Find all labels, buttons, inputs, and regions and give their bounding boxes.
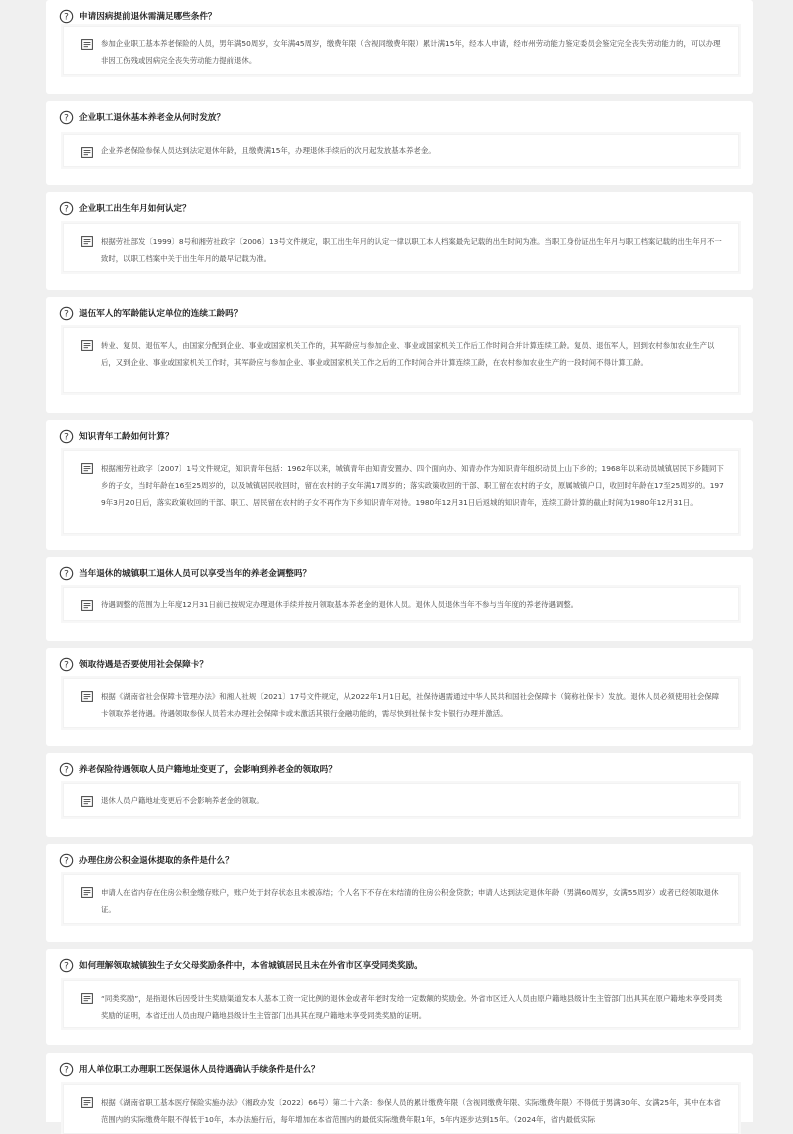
faq-answer: 申请人在省内存在住房公积金缴存账户，账户处于封存状态且未被冻结；个人名下不存在未结清的住房公积金贷款；申请人达到法定退休年龄（男满60周岁，女满55周岁）或者已经领取退休证。 bbox=[101, 888, 719, 914]
faq-question: 企业职工出生年月如何认定？ bbox=[79, 204, 191, 214]
answer-note-icon bbox=[81, 340, 93, 351]
faq-question-row bbox=[59, 426, 743, 446]
svg-text:?: ? bbox=[64, 569, 69, 580]
faq-answer: “同类奖励”，是指退休后因受计生奖励渠道发本人基本工资一定比例的退休金或者年老时发给一定数额的奖励金。外省市区迁入人员由原户籍地县级计生主管部门出具其在原户籍地未享受同类奖励的证明，本省迁出人员由现户籍地县级计生主管部门出具其在现户籍地未享受同类奖励的证明。 bbox=[101, 994, 723, 1020]
question-circle-icon bbox=[59, 762, 74, 777]
faq-question: 企业职工退休基本养老金从何时发放？ bbox=[79, 113, 226, 123]
faq-question: 申请因病提前退休需满足哪些条件？ bbox=[79, 12, 217, 22]
faq-question-row bbox=[59, 850, 743, 870]
faq-answer: 退休人员户籍地址变更后不会影响养老金的领取。 bbox=[101, 796, 264, 805]
faq-question-row bbox=[59, 654, 743, 674]
answer-note-icon bbox=[81, 600, 93, 611]
faq-question: 领取待遇是否要使用社会保障卡？ bbox=[79, 660, 208, 670]
answer-note-icon bbox=[81, 691, 93, 702]
faq-question-row bbox=[59, 759, 743, 779]
faq-question: 当年退休的城镇职工退休人员可以享受当年的养老金调整吗？ bbox=[79, 569, 312, 579]
faq-question: 如何理解领取城镇独生子女父母奖励条件中，本省城镇居民且未在外省市区享受同类奖励。 bbox=[79, 961, 423, 971]
faq-answer-box bbox=[63, 134, 739, 167]
faq-card bbox=[46, 0, 753, 94]
faq-answer-box bbox=[63, 223, 739, 272]
answer-note-icon bbox=[81, 1097, 93, 1108]
faq-card bbox=[46, 297, 753, 413]
svg-text:?: ? bbox=[64, 1065, 69, 1076]
answer-note-icon bbox=[81, 993, 93, 1004]
faq-answer-box bbox=[63, 450, 739, 534]
faq-question-row bbox=[59, 1059, 743, 1079]
faq-question-row bbox=[59, 955, 743, 975]
faq-answer-box bbox=[63, 327, 739, 393]
svg-text:?: ? bbox=[64, 765, 69, 776]
svg-text:?: ? bbox=[64, 432, 69, 443]
question-circle-icon bbox=[59, 9, 74, 24]
faq-answer-box bbox=[63, 26, 739, 75]
faq-card bbox=[46, 101, 753, 185]
faq-question-row bbox=[59, 107, 743, 127]
faq-question: 退伍军人的军龄能认定单位的连续工龄吗？ bbox=[79, 309, 243, 319]
question-circle-icon bbox=[59, 306, 74, 321]
faq-question: 用人单位职工办理职工医保退休人员待遇确认手续条件是什么？ bbox=[79, 1065, 320, 1075]
faq-question-row bbox=[59, 563, 743, 583]
faq-answer: 根据《湖南省职工基本医疗保险实施办法》（湘政办发〔2022〕66号）第二十六条：参保人员的累计缴费年限（含视同缴费年限、实际缴费年限）不得低于男满30年、女满25年，其中在本省范围内的实际缴费年限不得低于10年，本办法施行后，每年增加在本省范围内的最低实际缴费年限1年，5年内逐步达到15年。（2024年，省内最低实际 bbox=[101, 1098, 721, 1124]
answer-note-icon bbox=[81, 236, 93, 247]
answer-note-icon bbox=[81, 887, 93, 898]
svg-text:?: ? bbox=[64, 961, 69, 972]
faq-card bbox=[46, 753, 753, 837]
answer-note-icon bbox=[81, 463, 93, 474]
question-circle-icon bbox=[59, 853, 74, 868]
faq-question-row bbox=[59, 6, 743, 26]
question-circle-icon bbox=[59, 1062, 74, 1077]
faq-answer: 转业、复员、退伍军人，由国家分配到企业、事业或国家机关工作的，其军龄应与参加企业、事业或国家机关工作后工作时间合并计算连续工龄。复员、退伍军人，回到农村参加农业生产以后，又到企业、事业或国家机关工作时，其军龄应与参加企业、事业或国家机关工作之后的工作时间合并计算连续工龄，在农村参加农业生产的一段时间不得计算工龄。 bbox=[101, 341, 715, 367]
faq-question: 办理住房公积金退休提取的条件是什么？ bbox=[79, 856, 234, 866]
question-circle-icon bbox=[59, 657, 74, 672]
svg-text:?: ? bbox=[64, 660, 69, 671]
faq-question: 知识青年工龄如何计算？ bbox=[79, 432, 174, 442]
svg-text:?: ? bbox=[64, 309, 69, 320]
question-circle-icon bbox=[59, 201, 74, 216]
faq-answer: 参加企业职工基本养老保险的人员，男年满50周岁，女年满45周岁，缴费年限（含视同缴费年限）累计满15年，经本人申请，经市州劳动能力鉴定委员会鉴定完全丧失劳动能力的，可以办理非因工伤残或因病完全丧失劳动能力提前退休。 bbox=[101, 39, 721, 65]
svg-text:?: ? bbox=[64, 12, 69, 23]
question-circle-icon bbox=[59, 429, 74, 444]
answer-note-icon bbox=[81, 796, 93, 807]
faq-card bbox=[46, 1053, 753, 1122]
faq-question-row bbox=[59, 198, 743, 218]
faq-card bbox=[46, 844, 753, 942]
faq-answer-box bbox=[63, 783, 739, 817]
faq-answer-box bbox=[63, 874, 739, 924]
faq-answer-box bbox=[63, 1084, 739, 1134]
answer-note-icon bbox=[81, 39, 93, 50]
question-circle-icon bbox=[59, 110, 74, 125]
faq-card bbox=[46, 949, 753, 1045]
faq-answer-box bbox=[63, 678, 739, 728]
faq-answer: 待遇调整的范围为上年度12月31日前已按规定办理退休手续并按月领取基本养老金的退休人员。退休人员退休当年不参与当年度的养老待遇调整。 bbox=[101, 600, 579, 609]
faq-answer: 企业养老保险参保人员达到法定退休年龄，且缴费满15年，办理退休手续后的次月起发放基本养老金。 bbox=[101, 146, 436, 155]
faq-card bbox=[46, 557, 753, 641]
answer-note-icon bbox=[81, 147, 93, 158]
faq-answer-box bbox=[63, 980, 739, 1028]
svg-text:?: ? bbox=[64, 113, 69, 124]
faq-answer: 根据《湖南省社会保障卡管理办法》和湘人社规〔2021〕17号文件规定，从2022年1月1日起，社保待遇需通过中华人民共和国社会保障卡（简称社保卡）发放。退休人员必须使用社会保障卡领取养老待遇。待遇领取参保人员若未办理社会保障卡或未激活其银行金融功能的，需尽快到社保卡发卡银行办理并激活。 bbox=[101, 692, 720, 718]
faq-card bbox=[46, 648, 753, 746]
question-circle-icon bbox=[59, 958, 74, 973]
faq-answer-box bbox=[63, 587, 739, 621]
faq-card bbox=[46, 192, 753, 290]
faq-question-row bbox=[59, 303, 743, 323]
svg-text:?: ? bbox=[64, 856, 69, 867]
faq-question: 养老保险待遇领取人员户籍地址变更了，会影响到养老金的领取吗？ bbox=[79, 765, 337, 775]
svg-text:?: ? bbox=[64, 204, 69, 215]
faq-answer: 根据湘劳社政字〔2007〕1号文件规定，知识青年包括：1962年以来，城镇青年由知青安置办、四个面向办、知青办作为知识青年组织动员上山下乡的；1968年以来动员城镇居民下乡随同下乡的子女，当时年龄在16至25周岁的，以及城镇居民收回时，留在农村的子女年满17周岁的；落实政策收回的干部、职工留在农村的子女，原属城镇户口，收回时年龄在17至25周岁的。1979年3月20日后，落实政策收回的干部、职工、居民留在农村的子女不再作为下乡知识青年对待。1980年12月31日后返城的知识青年，连续工龄计算的截止时间为1980年12月31日。 bbox=[101, 464, 724, 507]
question-circle-icon bbox=[59, 566, 74, 581]
faq-answer: 根据劳社部发〔1999〕8号和湘劳社政字〔2006〕13号文件规定，职工出生年月的认定一律以职工本人档案最先记载的出生时间为准。当职工身份证出生年月与职工档案记载的出生年月不一致时，以职工档案中关于出生年月的最早记载为准。 bbox=[101, 237, 722, 263]
faq-card bbox=[46, 420, 753, 550]
